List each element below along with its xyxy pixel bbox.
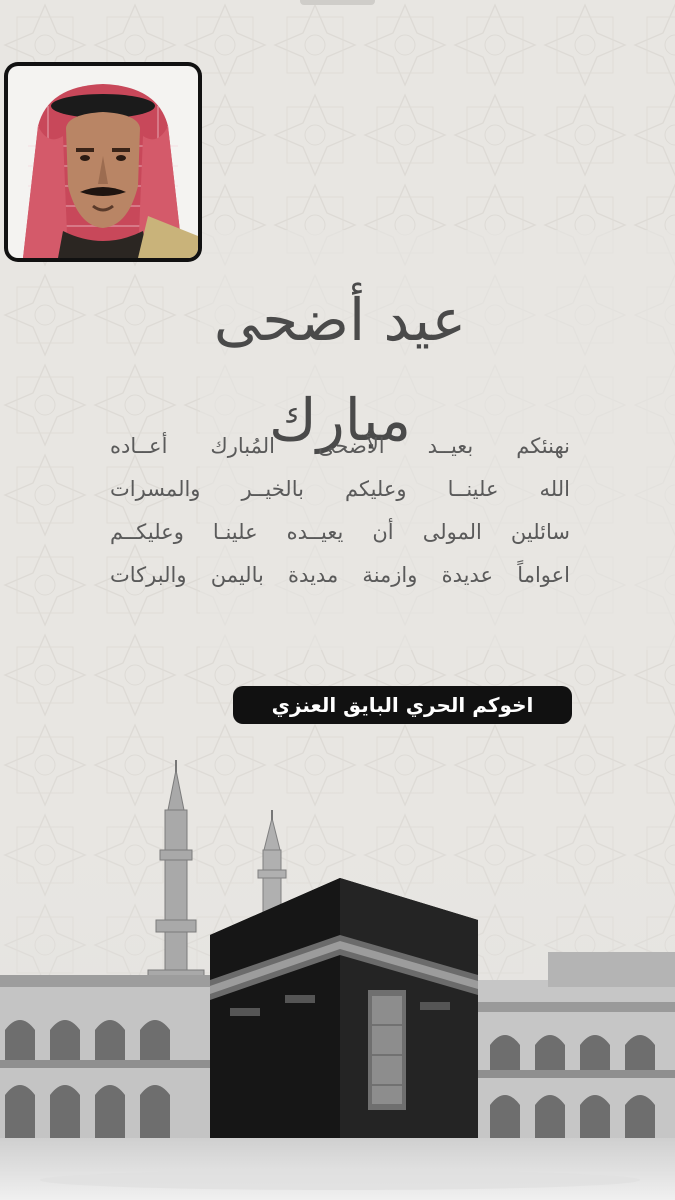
man-in-red-shemagh-icon bbox=[8, 66, 198, 258]
message-line-1: نهنئكم بعيــد الأضحى المُبارك أعــاده bbox=[110, 434, 570, 458]
signature-badge: اخوكم الحري البايق العنزي bbox=[233, 686, 572, 724]
message-line-2: الله علينــا وعليكم بالخيــر والمسرات bbox=[110, 477, 570, 501]
greeting-message bbox=[110, 425, 570, 597]
message-line-4: اعواماً عديدة وازمنة مديدة باليمن والبركات bbox=[110, 563, 570, 587]
kaaba-masjid-al-haram-icon bbox=[0, 740, 675, 1200]
greeting-title: عيد أضحى مبارك bbox=[213, 286, 467, 454]
portrait-photo bbox=[4, 62, 202, 262]
message-line-3: سائلين المولى أن يعيــده علينـا وعليكــم bbox=[110, 520, 570, 544]
top-handle bbox=[300, 0, 375, 5]
